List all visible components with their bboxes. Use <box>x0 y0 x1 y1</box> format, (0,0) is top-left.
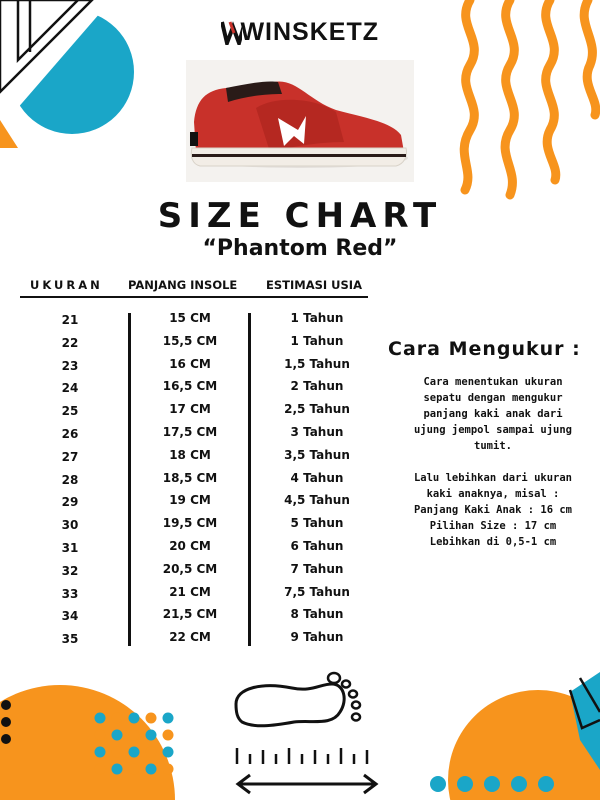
how-to-line: sepatu dengan mengukur <box>423 392 563 404</box>
decor-dot <box>95 764 106 775</box>
product-image <box>186 60 414 182</box>
decor-dot <box>129 730 140 741</box>
age-estimate: 3,5 Tahun <box>284 447 350 462</box>
decor-dot <box>95 747 106 758</box>
age-estimate: 2 Tahun <box>290 379 344 394</box>
age-estimate: 4,5 Tahun <box>284 493 350 508</box>
size-value: 21 <box>61 313 79 327</box>
decor-dot <box>146 747 157 758</box>
insole-length: 16,5 CM <box>162 379 218 394</box>
how-to-paragraph-2 <box>395 470 591 550</box>
size-value: 24 <box>61 381 79 396</box>
ruler-icon <box>232 744 382 768</box>
logo-mark-icon <box>221 19 242 45</box>
size-value: 23 <box>61 358 79 373</box>
how-to-line: Lalu lebihkan dari ukuran <box>413 472 573 484</box>
decor-dot <box>112 764 123 775</box>
size-value: 35 <box>61 632 79 647</box>
age-estimate: 2,5 Tahun <box>284 402 350 417</box>
header-ukuran: UKURAN <box>30 278 103 292</box>
size-value: 32 <box>61 563 79 578</box>
insole-length: 18 CM <box>169 447 211 462</box>
decor-dot <box>129 764 140 775</box>
decor-dot <box>112 747 123 758</box>
decor-dot <box>112 713 123 724</box>
how-to-line: Panjang Kaki Anak : 16 cm <box>413 504 573 516</box>
header-panjang-insole: PANJANG INSOLE <box>128 278 238 292</box>
decoration-bottom-right <box>420 650 600 800</box>
age-estimate: 4 Tahun <box>290 470 344 485</box>
column-divider-2 <box>248 313 251 646</box>
decor-dot <box>146 730 157 741</box>
size-value: 26 <box>61 427 79 441</box>
decor-dot <box>129 747 140 758</box>
column-divider-1 <box>128 313 131 646</box>
how-to-line: kaki anaknya, misal : <box>426 488 560 500</box>
decor-dot <box>95 730 106 741</box>
insole-length: 15 CM <box>169 311 211 325</box>
age-estimate: 1,5 Tahun <box>284 356 350 371</box>
how-to-line: panjang kaki anak dari <box>423 408 563 420</box>
size-value: 30 <box>61 518 79 533</box>
age-estimate: 3 Tahun <box>290 425 344 439</box>
decoration-top-right <box>440 0 600 200</box>
insole-length: 20,5 CM <box>162 561 218 576</box>
decor-dot <box>163 730 174 741</box>
insole-length: 18,5 CM <box>162 470 218 485</box>
decor-dot <box>146 764 157 775</box>
decor-dot <box>129 713 140 724</box>
how-to-title: Cara Mengukur : <box>388 338 581 360</box>
how-to-line: ujung jempol sampai ujung <box>413 424 573 436</box>
insole-length: 16 CM <box>169 356 211 371</box>
header-estimasi-usia: ESTIMASI USIA <box>266 278 362 292</box>
product-name: “Phantom Red” <box>202 236 398 261</box>
size-value: 31 <box>61 541 79 555</box>
size-value: 34 <box>61 609 79 624</box>
decoration-bottom-left <box>0 650 220 800</box>
decor-dot <box>163 747 174 758</box>
decor-dot <box>112 730 123 741</box>
how-to-line: Cara menentukan ukuran <box>423 376 563 388</box>
decor-dot <box>163 764 174 775</box>
decoration-top-left <box>0 0 160 180</box>
header-divider <box>20 296 368 298</box>
insole-length: 19 CM <box>169 493 211 508</box>
size-value: 33 <box>61 586 79 601</box>
decor-dot <box>146 713 157 724</box>
insole-length: 21 CM <box>169 584 211 599</box>
insole-length: 17 CM <box>169 402 211 417</box>
how-to-line: tumit. <box>474 440 512 452</box>
age-estimate: 9 Tahun <box>290 630 344 645</box>
size-value: 25 <box>61 404 79 419</box>
brand-logo <box>221 16 379 48</box>
size-value: 28 <box>61 472 79 487</box>
age-estimate: 1 Tahun <box>290 333 344 348</box>
decor-dot <box>163 713 174 724</box>
size-value: 29 <box>61 495 79 510</box>
logo-text: WINSKETZ <box>240 17 379 46</box>
age-estimate: 6 Tahun <box>290 539 344 553</box>
how-to-line: Lebihkan di 0,5-1 cm <box>429 536 557 548</box>
age-estimate: 5 Tahun <box>290 516 344 531</box>
size-value: 27 <box>61 449 79 464</box>
double-arrow-icon <box>232 772 382 796</box>
age-estimate: 7,5 Tahun <box>284 584 350 599</box>
insole-length: 19,5 CM <box>162 516 218 531</box>
page-title: SIZE CHART <box>157 196 443 236</box>
size-value: 22 <box>61 335 79 350</box>
insole-length: 22 CM <box>169 630 211 645</box>
insole-length: 17,5 CM <box>162 425 218 439</box>
age-estimate: 1 Tahun <box>290 311 344 325</box>
age-estimate: 8 Tahun <box>290 607 344 622</box>
insole-length: 15,5 CM <box>162 333 218 348</box>
decor-dot <box>95 713 106 724</box>
insole-length: 20 CM <box>169 539 211 553</box>
insole-length: 21,5 CM <box>162 607 218 622</box>
age-estimate: 7 Tahun <box>290 561 344 576</box>
how-to-line: Pilihan Size : 17 cm <box>429 520 557 532</box>
footprint-icon <box>232 670 382 740</box>
how-to-paragraph-1 <box>395 374 591 454</box>
